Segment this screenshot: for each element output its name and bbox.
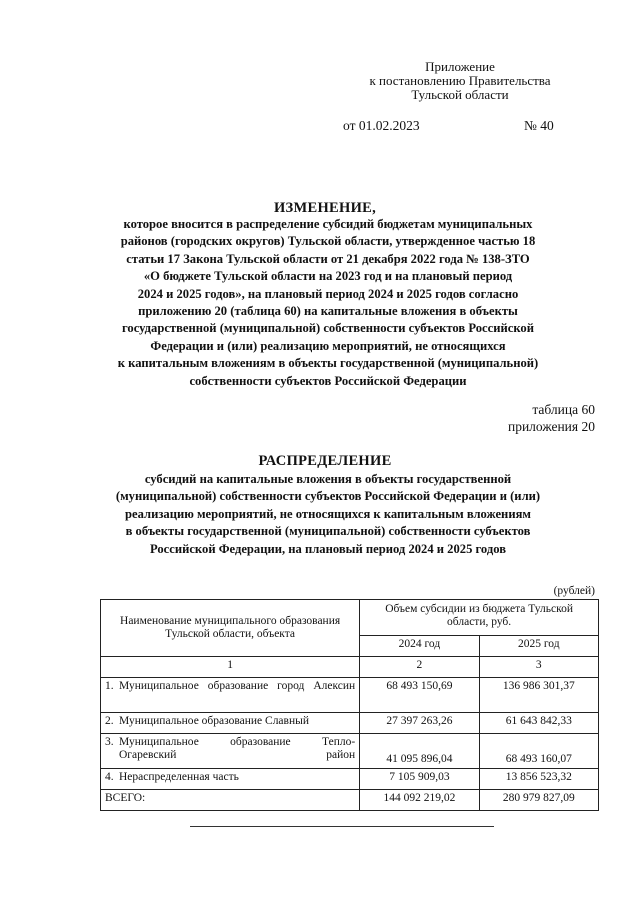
table-index-row — [101, 657, 599, 678]
row-name: Муниципальное образование город Алексин — [119, 680, 356, 692]
value-2025: 13 856 523,32 — [479, 769, 598, 790]
total-2025: 280 979 827,09 — [479, 790, 598, 811]
row-number: 1. — [105, 680, 114, 692]
table-row — [101, 678, 599, 713]
table-total-row — [101, 790, 599, 811]
row-number: 2. — [105, 715, 114, 727]
table-row — [101, 734, 599, 769]
row-name: Муниципальное образование Тепло-Огаревский район — [119, 736, 356, 761]
distribution-title: РАСПРЕДЕЛЕНИЕ — [258, 453, 392, 469]
value-2025: 68 493 160,07 — [479, 734, 598, 769]
description-line: Федерации и (или) реализацию мероприятий, не относящихся — [150, 338, 506, 353]
distribution-line: в объекты государственной (муниципальной) собственности субъектов — [125, 524, 531, 539]
description-line: которое вносится в распределение субсидий бюджетам муниципальных — [123, 217, 533, 231]
table-reference-line: приложения 20 — [507, 419, 595, 434]
appendix-line: к постановлению Правительства — [369, 73, 551, 88]
units-label: (рублей) — [553, 585, 595, 597]
value-2024: 27 397 263,26 — [360, 713, 479, 734]
total-2024: 144 092 219,02 — [360, 790, 479, 811]
value-2024: 7 105 909,03 — [360, 769, 479, 790]
column-header-2024: 2024 год — [360, 636, 479, 657]
distribution-line: реализацию мероприятий, не относящихся к капитальным вложениям — [125, 506, 531, 521]
description-line: собственности субъектов Российской Федерации — [189, 373, 467, 388]
change-description — [88, 216, 568, 390]
column-header-volume: Объем субсидии из бюджета Тульской области, руб. — [360, 600, 599, 636]
description-line: статьи 17 Закона Тульской области от 21 декабря 2022 года № 138-ЗТО — [126, 251, 530, 266]
decree-number: № 40 — [524, 118, 554, 133]
value-2025: 61 643 842,33 — [479, 713, 598, 734]
appendix-header — [330, 60, 590, 102]
distribution-description — [88, 471, 568, 558]
footer-divider — [190, 826, 494, 827]
description-line: приложению 20 (таблица 60) на капитальные вложения в объекты — [138, 304, 518, 319]
table-row — [101, 713, 599, 734]
row-number: 4. — [105, 771, 114, 783]
total-label: ВСЕГО: — [101, 790, 360, 811]
table-reference — [508, 401, 595, 435]
index-cell: 3 — [479, 657, 598, 678]
distribution-line: (муниципальной) собственности субъектов Российской Федерации и (или) — [115, 489, 541, 504]
index-cell: 2 — [360, 657, 479, 678]
value-2024: 41 095 896,04 — [360, 734, 479, 769]
decree-date: от 01.02.2023 — [343, 118, 420, 133]
row-name: Нераспределенная часть — [119, 771, 239, 783]
row-number: 3. — [105, 736, 114, 748]
appendix-line: Приложение — [425, 59, 495, 74]
column-header-name: Наименование муниципального образования Тульской области, объекта — [101, 600, 360, 657]
table-reference-line: таблица 60 — [532, 402, 595, 417]
table-header-row — [101, 600, 599, 636]
value-2025: 136 986 301,37 — [479, 678, 598, 713]
distribution-line: субсидий на капитальные вложения в объекты государственной — [144, 472, 512, 486]
change-title: ИЗМЕНЕНИЕ, — [273, 200, 377, 216]
index-cell: 1 — [101, 657, 360, 678]
distribution-line: Российской Федерации, на плановый период 2024 и 2025 годов — [149, 541, 507, 556]
row-name-cell — [101, 769, 360, 790]
table-row — [101, 769, 599, 790]
subsidy-table — [100, 599, 599, 811]
row-name-cell — [101, 713, 360, 734]
value-2024: 68 493 150,69 — [360, 678, 479, 713]
row-name-cell — [101, 734, 360, 769]
description-line: районов (городских округов) Тульской области, утвержденное частью 18 — [120, 234, 536, 249]
description-line: к капитальным вложениям в объекты государственной (муниципальной) — [117, 356, 539, 371]
appendix-line: Тульской области — [411, 87, 509, 102]
description-line: «О бюджете Тульской области на 2023 год и на плановый период — [143, 269, 513, 284]
column-header-2025: 2025 год — [479, 636, 598, 657]
description-line: 2024 и 2025 годов», на плановый период 2024 и 2025 годов согласно — [137, 286, 519, 301]
description-line: государственной (муниципальной) собственности субъектов Российской — [122, 321, 534, 336]
row-name-cell — [101, 678, 360, 713]
row-name: Муниципальное образование Славный — [119, 715, 310, 727]
